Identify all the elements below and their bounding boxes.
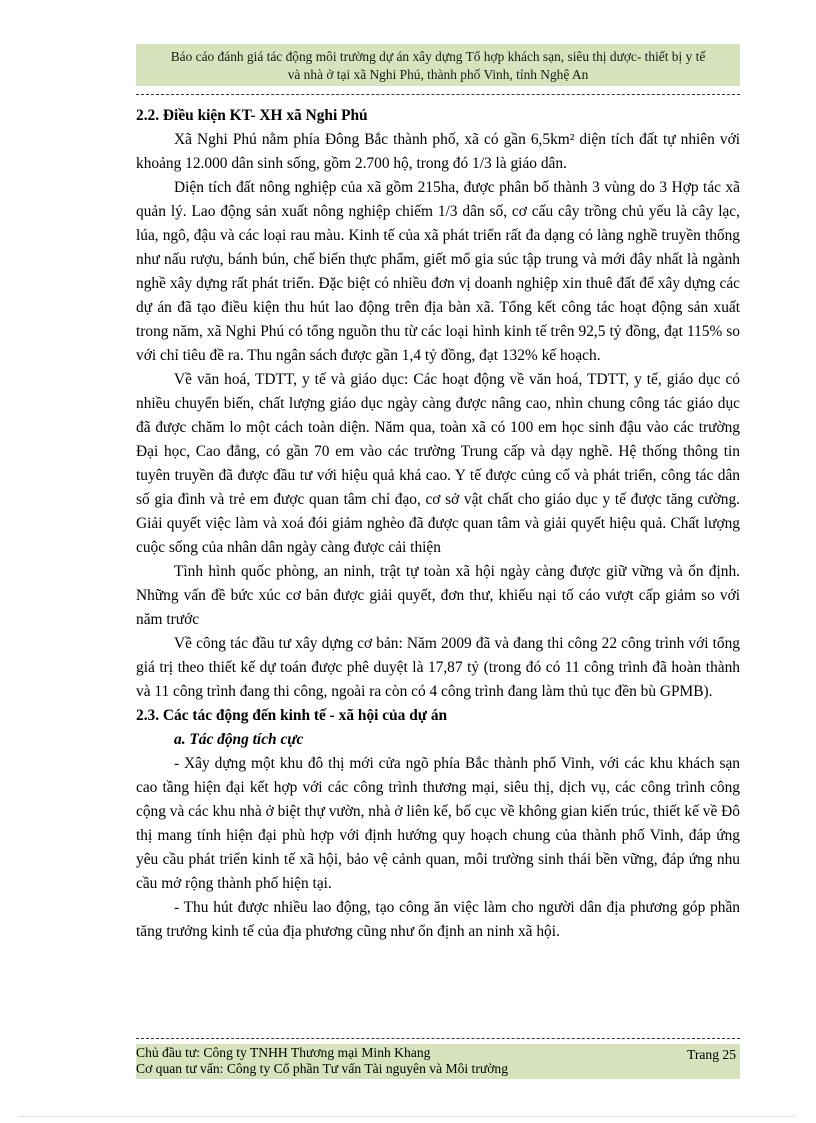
header-title-line-2: và nhà ở tại xã Nghi Phú, thành phố Vinh, tỉnh Nghệ An <box>287 67 589 82</box>
page-number: Trang 25 <box>687 1047 736 1062</box>
paragraph-employment: - Thu hút được nhiều lao động, tạo công ăn việc làm cho người dân địa phương góp phần tăng trưởng kinh tế của địa phương cũng như ổn định an ninh xã hội. <box>136 899 740 940</box>
paragraph-location: Xã Nghi Phú nằm phía Đông Bắc thành phố, xã có gần 6,5km² diện tích đất tự nhiên với khoảng 12.000 dân sinh sống, gồm 2.700 hộ, trong đó 1/3 là giáo dân. <box>136 131 740 172</box>
section-heading-2-2: 2.2. Điều kiện KT- XH xã Nghi Phú <box>136 107 368 124</box>
page-footer <box>136 1044 740 1079</box>
page-bottom-edge <box>20 1116 796 1117</box>
paragraph-security: Tình hình quốc phòng, an ninh, trật tự toàn xã hội ngày càng được giữ vững và ổn định. Những vấn đề bức xúc cơ bản được giải quyết, đơn thư, khiếu nại tố cáo vượt cấp giảm so với năm trước <box>136 563 740 628</box>
header-title-line-1: Báo cáo đánh giá tác động môi trường dự án xây dựng Tổ hợp khách sạn, siêu thị dược- thiết bị y tế <box>170 49 706 64</box>
document-body <box>136 104 740 944</box>
paragraph-urban-development: - Xây dựng một khu đô thị mới cửa ngõ phía Bắc thành phố Vinh, với các khu khách sạn cao tầng hiện đại kết hợp với các công trình thương mại, siêu thị, dịch vụ, các công trình công cộng và các khu nhà ở biệt thự vườn, nhà ở liên kế, bố cục về không gian kiến trúc, thiết kế về Đô thị mang tính hiện đại phù hợp với định hướng quy hoạch chung của thành phố Vinh, đáp ứng yêu cầu phát triển kinh tế xã hội, bảo vệ cảnh quan, môi trường sinh thái bền vững, đáp ứng nhu cầu mở rộng thành phố hiện tại. <box>136 755 740 892</box>
paragraph-agriculture-economy: Diện tích đất nông nghiệp của xã gồm 215ha, được phân bố thành 3 vùng do 3 Hợp tác xã quản lý. Lao động sản xuất nông nghiệp chiếm 1/3 dân số, cơ cấu cây trồng chủ yếu là cây lạc, lúa, ngô, đậu và các loại rau màu. Kinh tế của xã phát triển rất đa dạng có làng nghề truyền thống như nấu rượu, bánh bún, chế biến thực phẩm, giết mổ gia súc tập trung và mới đây nhất là ngành nghề xây dựng rất phát triển. Đặc biệt có nhiều đơn vị doanh nghiệp xin thuê đất để xây dựng các dự án đã tạo điều kiện thu hút lao động trên địa bàn xã. Tổng kết công tác hoạt động sản xuất trong năm, xã Nghi Phú có tổng nguồn thu từ các loại hình kinh tế trên 92,5 tỷ đồng, đạt 115% so với chỉ tiêu đề ra. Thu ngân sách được gần 1,4 tỷ đồng, đạt 132% kế hoạch. <box>136 179 740 364</box>
section-heading-2-3: 2.3. Các tác động đến kinh tế - xã hội của dự án <box>136 707 448 724</box>
page-header <box>136 44 740 86</box>
paragraph-investment: Về công tác đầu tư xây dựng cơ bản: Năm 2009 đã và đang thi công 22 công trình với tổng giá trị theo thiết kế dự toán được phê duyệt là 17,87 tỷ (trong đó có 11 công trình đã hoàn thành và 11 công trình đang thi công, ngoài ra còn có 4 công trình đang làm thủ tục đền bù GPMB). <box>136 635 740 700</box>
footer-investor: Chủ đầu tư: Công ty TNHH Thương mại Minh Khang <box>136 1045 431 1060</box>
footer-divider <box>136 1038 740 1039</box>
header-divider <box>136 94 740 95</box>
footer-consultant: Cơ quan tư vấn: Công ty Cổ phần Tư vấn Tài nguyên và Môi trường <box>136 1061 509 1076</box>
subsection-heading-positive-impacts: a. Tác động tích cực <box>174 731 304 748</box>
footer-credits <box>136 1045 508 1077</box>
paragraph-culture-education: Về văn hoá, TDTT, y tế và giáo dục: Các hoạt động về văn hoá, TDTT, y tế, giáo dục có nhiều chuyển biến, chất lượng giáo dục ngày càng được nâng cao, nhìn chung công tác giáo dục đã được chăm lo một cách toàn diện. Năm qua, toàn xã có 100 em học sinh đậu vào các trường Đại học, Cao đẳng, có gần 70 em vào các trường Trung cấp và dạy nghề. Hệ thống thông tin tuyên truyền đã được đầu tư với hiệu quả khá cao. Y tế được củng cố và phát triển, công tác dân số gia đình và trẻ em được quan tâm chỉ đạo, cơ sở vật chất cho giáo dục y tế được tăng cường. Giải quyết việc làm và xoá đói giảm nghèo đã được quan tâm và giải quyết hiệu quả. Chất lượng cuộc sống của nhân dân ngày càng được cải thiện <box>136 371 740 556</box>
